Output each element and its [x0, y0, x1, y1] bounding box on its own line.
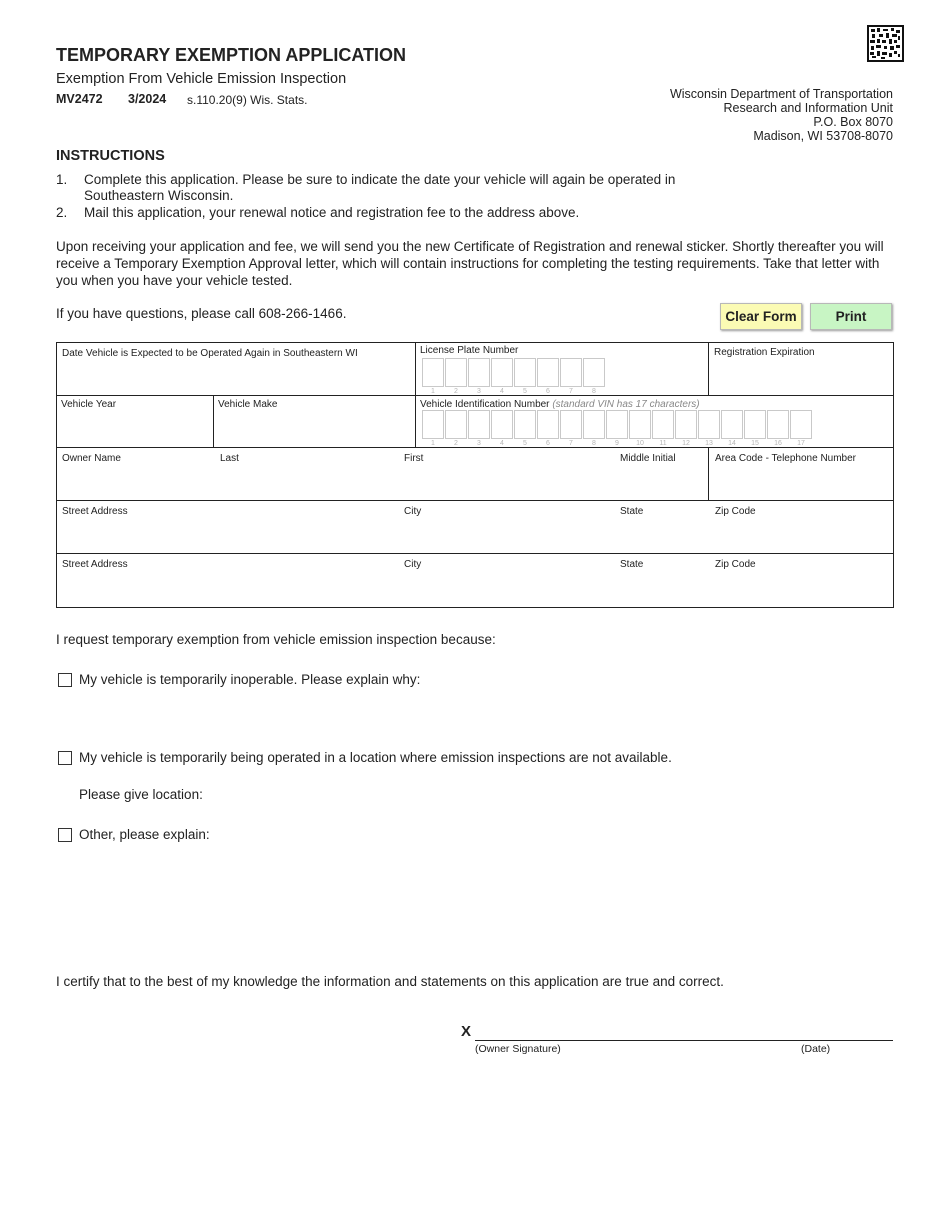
license-plate-char-box[interactable] [537, 358, 559, 395]
instruction-item-2 [56, 205, 756, 223]
owner-signature-label: (Owner Signature) [475, 1043, 561, 1055]
form-title: TEMPORARY EXEMPTION APPLICATION [56, 45, 407, 65]
license-plate-label: License Plate Number [420, 345, 519, 356]
vin-char-box[interactable] [629, 410, 651, 447]
registration-expiration-field[interactable] [709, 343, 893, 395]
license-plate-char-box[interactable] [468, 358, 490, 395]
license-plate-char-box-number: 3 [477, 388, 481, 395]
zip-code-field[interactable] [709, 518, 893, 551]
instructions-paragraph: Upon receiving your application and fee, we will send you the new Certificate of Registration and renewal sticker. Shortly thereafter you will receive a Temporary Exemption Approval letter, which will contain instructions for completing the testing requirements. Take that letter with you when you have your vehicle tested. [56, 239, 884, 288]
license-plate-char-box-number: 7 [569, 388, 573, 395]
vin-char-box[interactable] [652, 410, 674, 447]
vin-char-box[interactable] [675, 410, 697, 447]
zip-code-label: Zip Code [715, 506, 756, 517]
vin-char-box-number: 11 [659, 440, 667, 447]
address-line-4: Madison, WI 53708-8070 [753, 129, 893, 143]
request-intro: I request temporary exemption from vehicle emission inspection because: [56, 632, 496, 647]
zip-code-2-label: Zip Code [715, 559, 756, 570]
first-name-label: First [404, 453, 424, 464]
vin-char-box-number: 4 [500, 440, 504, 447]
license-plate-char-box[interactable] [422, 358, 444, 395]
date-label: (Date) [801, 1043, 831, 1055]
zip-code-2-field[interactable] [709, 571, 893, 605]
vin-char-box[interactable] [491, 410, 513, 447]
vin-char-box-number: 12 [682, 440, 690, 447]
vin-note: (standard VIN has 17 characters) [552, 399, 700, 410]
address-line-3: P.O. Box 8070 [813, 115, 893, 129]
city-label: City [404, 506, 422, 517]
vin-char-box-number: 17 [797, 440, 805, 447]
vehicle-year-field[interactable] [57, 396, 213, 447]
date-operated-label: Date Vehicle is Expected to be Operated Again in Southeastern WI [62, 348, 358, 359]
vin-char-box[interactable] [514, 410, 536, 447]
city-field[interactable] [402, 518, 612, 551]
vin-char-box[interactable] [445, 410, 467, 447]
owner-signature-field[interactable] [475, 1012, 893, 1040]
instruction-item-1 [56, 172, 756, 206]
license-plate-char-box-number: 6 [546, 388, 550, 395]
vin-input[interactable] [422, 410, 813, 447]
license-plate-char-box-number: 8 [592, 388, 596, 395]
city-2-label: City [404, 559, 422, 570]
address-line-2: Research and Information Unit [723, 101, 893, 115]
vin-label-text: Vehicle Identification Number [420, 399, 550, 410]
vehicle-year-label: Vehicle Year [61, 399, 117, 410]
vin-char-box[interactable] [606, 410, 628, 447]
street-address-label: Street Address [62, 506, 128, 517]
location-option-label: My vehicle is temporarily being operated in a location where emission inspections are not available. [79, 750, 672, 765]
owner-name-label: Owner Name [62, 453, 121, 464]
vin-char-box-number: 13 [705, 440, 713, 447]
location-field[interactable] [215, 783, 893, 805]
license-plate-char-box[interactable] [514, 358, 536, 395]
license-plate-char-box-number: 5 [523, 388, 527, 395]
form-subtitle: Exemption From Vehicle Emission Inspection [56, 71, 347, 87]
instruction-text: Complete this application. Please be sure to indicate the date your vehicle will again be operated in Southeastern Wisconsin. [84, 172, 676, 203]
vin-char-box[interactable] [721, 410, 743, 447]
instruction-number: 1. [56, 172, 68, 187]
vin-char-box[interactable] [698, 410, 720, 447]
signature-line [475, 1040, 893, 1041]
telephone-label: Area Code - Telephone Number [715, 453, 857, 464]
vin-char-box[interactable] [422, 410, 444, 447]
state-2-label: State [620, 559, 644, 570]
street-address-2-field[interactable] [57, 571, 397, 605]
license-plate-char-box[interactable] [491, 358, 513, 395]
vin-char-box-number: 2 [454, 440, 458, 447]
other-explanation-field[interactable] [79, 848, 893, 948]
vehicle-make-field[interactable] [214, 396, 415, 447]
certification-statement: I certify that to the best of my knowledge the information and statements on this application are true and correct. [56, 974, 724, 989]
form-date: 3/2024 [128, 92, 167, 106]
middle-initial-label: Middle Initial [620, 453, 676, 464]
questions-contact: If you have questions, please call 608-266-1466. [56, 306, 347, 321]
street-address-field[interactable] [57, 518, 397, 551]
address-line-1: Wisconsin Department of Transportation [669, 87, 893, 101]
other-option-label: Other, please explain: [79, 827, 210, 842]
date-operated-field[interactable] [57, 343, 415, 395]
vin-char-box[interactable] [560, 410, 582, 447]
mailing-address [670, 87, 893, 143]
vin-label [420, 399, 700, 410]
vin-char-box-number: 9 [615, 440, 619, 447]
vin-char-box[interactable] [790, 410, 812, 447]
vin-char-box[interactable] [468, 410, 490, 447]
license-plate-char-box[interactable] [560, 358, 582, 395]
vin-char-box-number: 6 [546, 440, 550, 447]
city-2-field[interactable] [402, 571, 612, 605]
vin-char-box-number: 16 [774, 440, 782, 447]
instruction-number: 2. [56, 205, 68, 220]
vin-char-box-number: 1 [431, 440, 435, 447]
vin-char-box[interactable] [583, 410, 605, 447]
license-plate-char-box[interactable] [445, 358, 467, 395]
license-plate-char-box[interactable] [583, 358, 605, 395]
middle-initial-field[interactable] [617, 465, 705, 497]
inoperable-explanation-field[interactable] [79, 692, 893, 742]
license-plate-char-box-number: 4 [500, 388, 504, 395]
vin-char-box[interactable] [744, 410, 766, 447]
inoperable-option-label: My vehicle is temporarily inoperable. Please explain why: [79, 672, 421, 687]
vin-char-box-number: 5 [523, 440, 527, 447]
vin-char-box-number: 8 [592, 440, 596, 447]
first-name-field[interactable] [402, 465, 612, 497]
location-checkbox[interactable] [58, 751, 72, 765]
state-2-field[interactable] [617, 571, 705, 605]
vehicle-make-label: Vehicle Make [218, 399, 278, 410]
vin-char-box[interactable] [767, 410, 789, 447]
vehicle-owner-form [56, 342, 894, 608]
clear-form-button[interactable]: Clear Form [720, 303, 802, 330]
statute-reference: s.110.20(9) Wis. Stats. [187, 93, 308, 107]
signature-x-mark: X [461, 1023, 472, 1040]
form-number: MV2472 [56, 92, 103, 106]
license-plate-char-box-number: 1 [431, 388, 435, 395]
last-name-field[interactable] [217, 465, 397, 497]
vin-char-box-number: 10 [636, 440, 644, 447]
vin-char-box-number: 14 [728, 440, 736, 447]
vin-char-box-number: 7 [569, 440, 573, 447]
qr-code-icon [867, 25, 904, 62]
instructions-heading: INSTRUCTIONS [56, 148, 165, 164]
telephone-field[interactable] [709, 465, 893, 497]
instruction-text: Mail this application, your renewal notice and registration fee to the address above. [84, 205, 580, 220]
street-address-2-label: Street Address [62, 559, 128, 570]
vin-char-box-number: 3 [477, 440, 481, 447]
location-prompt: Please give location: [79, 787, 203, 802]
license-plate-input[interactable] [422, 358, 606, 395]
registration-expiration-label: Registration Expiration [714, 347, 815, 358]
license-plate-char-box-number: 2 [454, 388, 458, 395]
other-checkbox[interactable] [58, 828, 72, 842]
vin-char-box[interactable] [537, 410, 559, 447]
state-label: State [620, 506, 644, 517]
state-field[interactable] [617, 518, 705, 551]
vin-char-box-number: 15 [751, 440, 759, 447]
inoperable-checkbox[interactable] [58, 673, 72, 687]
print-button[interactable]: Print [810, 303, 892, 330]
last-name-label: Last [220, 453, 239, 464]
